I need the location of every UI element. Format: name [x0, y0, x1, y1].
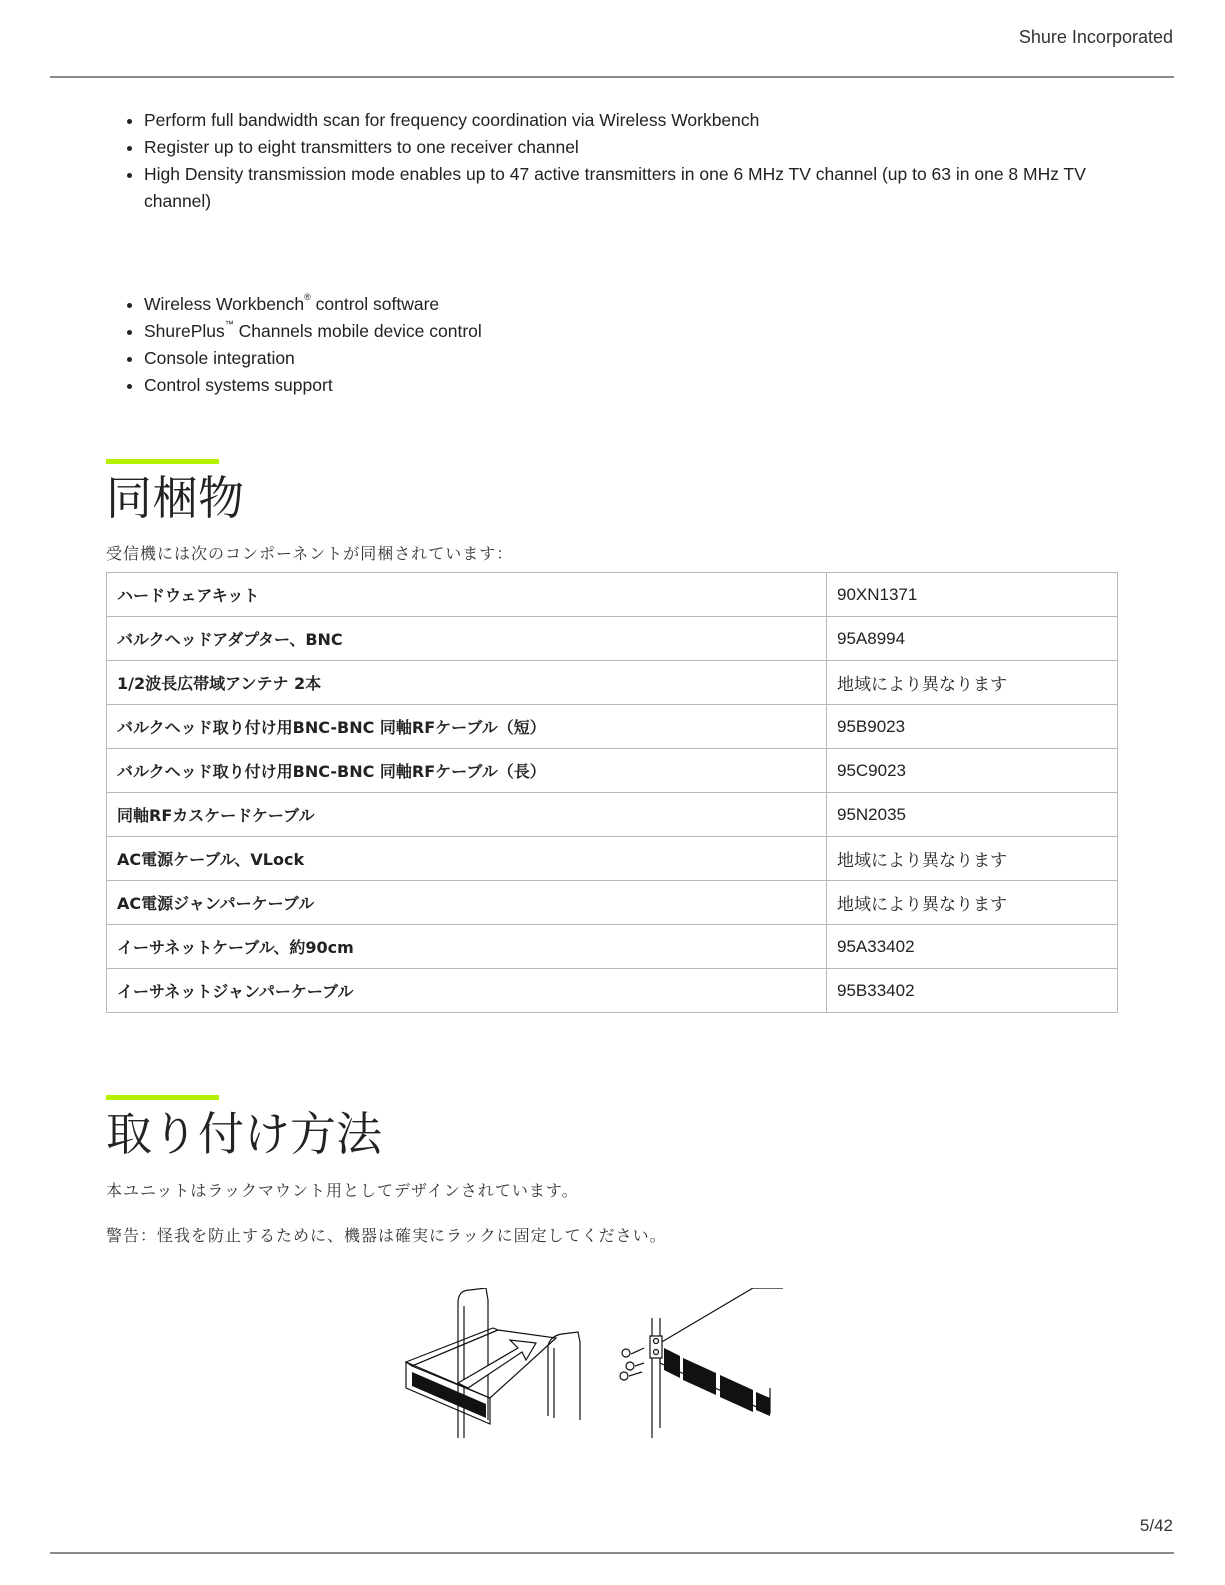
section-accent-bar	[106, 1095, 219, 1100]
item-part-number: 90XN1371	[827, 573, 1118, 617]
item-part-number: 95C9023	[827, 749, 1118, 793]
table-row	[107, 793, 1118, 837]
table-row	[107, 837, 1118, 881]
list-item	[144, 318, 1139, 345]
item-name: イーサネットケーブル、約90cm	[107, 925, 827, 969]
list-item: • High Density transmission mode enables up to 47 active transmitters in one 6 MHz TV channel (up to 63 in one 8 MHz TV channel)	[144, 161, 1139, 215]
item-name: バルクヘッドアダプター、BNC	[107, 617, 827, 661]
list-item: • Perform full bandwidth scan for frequency coordination via Wireless Workbench	[144, 107, 1139, 134]
item-part-number: 95B9023	[827, 705, 1118, 749]
item-name: バルクヘッド取り付け用BNC-BNC 同軸RFケーブル（短）	[107, 705, 827, 749]
section-title-install: 取り付け方法	[106, 1107, 382, 1161]
table-row	[107, 749, 1118, 793]
install-warning: 警告：怪我を防止するために、機器は確実にラックに固定してください。	[106, 1226, 667, 1245]
list-item-text: Channels mobile device control	[233, 321, 482, 341]
table-row	[107, 705, 1118, 749]
registered-mark: ®	[304, 292, 311, 302]
feature-list	[124, 107, 1139, 215]
table-row	[107, 573, 1118, 617]
item-part-number: 95A8994	[827, 617, 1118, 661]
item-name: AC電源ケーブル、VLock	[107, 837, 827, 881]
item-part-number: 95B33402	[827, 969, 1118, 1013]
list-item-text: ShurePlus	[144, 321, 225, 341]
section-accent-bar	[106, 459, 219, 464]
item-name: 1/2波長広帯域アンテナ 2本	[107, 661, 827, 705]
item-part-number: 地域により異なります	[827, 661, 1118, 705]
table-row	[107, 881, 1118, 925]
item-part-number: 地域により異なります	[827, 837, 1118, 881]
rack-screw-figure	[620, 1288, 783, 1438]
footer-divider	[50, 1552, 1174, 1554]
list-item	[144, 291, 1139, 318]
software-list	[124, 291, 1139, 399]
item-name: ハードウェアキット	[107, 573, 827, 617]
list-item: • Console integration	[144, 345, 1139, 372]
list-item-text: Wireless Workbench	[144, 294, 305, 314]
rack-mount-illustration	[398, 1288, 783, 1438]
table-row	[107, 661, 1118, 705]
rack-slide-in-figure	[406, 1288, 580, 1438]
section-intro: 受信機には次のコンポーネントが同梱されています：	[106, 544, 514, 563]
item-name: 同軸RFカスケードケーブル	[107, 793, 827, 837]
install-description: 本ユニットはラックマウント用としてデザインされています。	[106, 1181, 579, 1200]
section-title-contents: 同梱物	[106, 471, 244, 525]
item-name: イーサネットジャンパーケーブル	[107, 969, 827, 1013]
item-part-number: 地域により異なります	[827, 881, 1118, 925]
item-name: AC電源ジャンパーケーブル	[107, 881, 827, 925]
contents-table	[106, 572, 1118, 1013]
trademark-mark: ™	[224, 319, 234, 329]
header-divider	[50, 76, 1174, 78]
table-row	[107, 925, 1118, 969]
item-part-number: 95N2035	[827, 793, 1118, 837]
list-item: • Register up to eight transmitters to one receiver channel	[144, 134, 1139, 161]
item-name: バルクヘッド取り付け用BNC-BNC 同軸RFケーブル（長）	[107, 749, 827, 793]
list-item-text: control software	[310, 294, 440, 314]
item-part-number: 95A33402	[827, 925, 1118, 969]
table-row	[107, 617, 1118, 661]
page-number: 5/42	[1139, 1516, 1173, 1535]
company-name: Shure Incorporated	[1018, 27, 1173, 47]
list-item: • Control systems support	[144, 372, 1139, 399]
table-row	[107, 969, 1118, 1013]
